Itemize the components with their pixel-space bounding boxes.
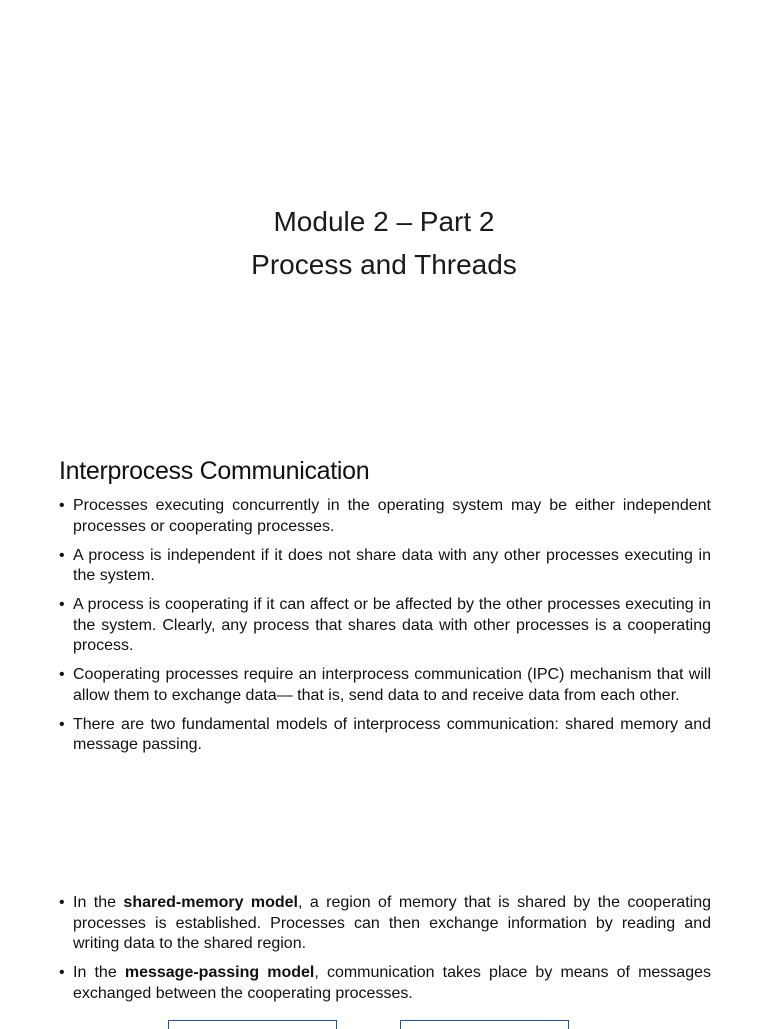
list-item-text: There are two fundamental models of interprocess communication: shared memory and message passing. [73, 715, 711, 753]
section-heading: Interprocess Communication [59, 457, 370, 485]
bullet-icon: • [59, 596, 65, 613]
bullet-icon: • [59, 715, 65, 733]
diagram-box-right [400, 1020, 569, 1029]
module-title: Module 2 – Part 2 [273, 206, 495, 237]
bullet-icon: • [59, 497, 65, 514]
list-item-text: Cooperating processes require an interprocess communication (IPC) mechanism that will allow them to exchange data— that is, send data to and receive data from each other. [73, 666, 711, 704]
bullet-icon: • [59, 894, 65, 911]
list-item [59, 496, 711, 537]
list-item [59, 665, 711, 706]
message-passing-description: , communication takes place by means of messages exchanged between the cooperating processes. [73, 964, 711, 1002]
diagram-box-left [168, 1020, 337, 1029]
list-item-text: Processes executing concurrently in the operating system may be either independent processes or cooperating processes. [73, 497, 711, 535]
message-passing-item [59, 963, 711, 1004]
list-item [59, 715, 711, 756]
shared-memory-item [59, 893, 711, 955]
message-passing-prefix: In the [73, 964, 125, 981]
shared-memory-term: shared-memory model [123, 894, 298, 911]
ipc-models-list [59, 893, 711, 1013]
module-subtitle: Process and Threads [251, 249, 517, 280]
bullet-icon: • [59, 546, 65, 564]
list-item [59, 546, 711, 587]
title-slide [0, 200, 768, 286]
shared-memory-description: , a region of memory that is shared by the cooperating processes is established. Processes can then exchange information by reading and writing data to the shared region. [73, 894, 711, 952]
list-item-text: A process is cooperating if it can affect or be affected by the other processes executing in the system. Clearly, any process that shares data with other processes is a cooperating process. [73, 596, 711, 654]
list-item [59, 595, 711, 657]
shared-memory-prefix: In the [73, 894, 124, 911]
message-passing-term: message-passing model [124, 964, 315, 981]
bullet-icon: • [59, 666, 65, 683]
list-item-text: A process is independent if it does not share data with any other processes executing in the system. [73, 546, 711, 584]
bullet-icon: • [59, 964, 65, 981]
ipc-bullet-list [59, 496, 711, 764]
